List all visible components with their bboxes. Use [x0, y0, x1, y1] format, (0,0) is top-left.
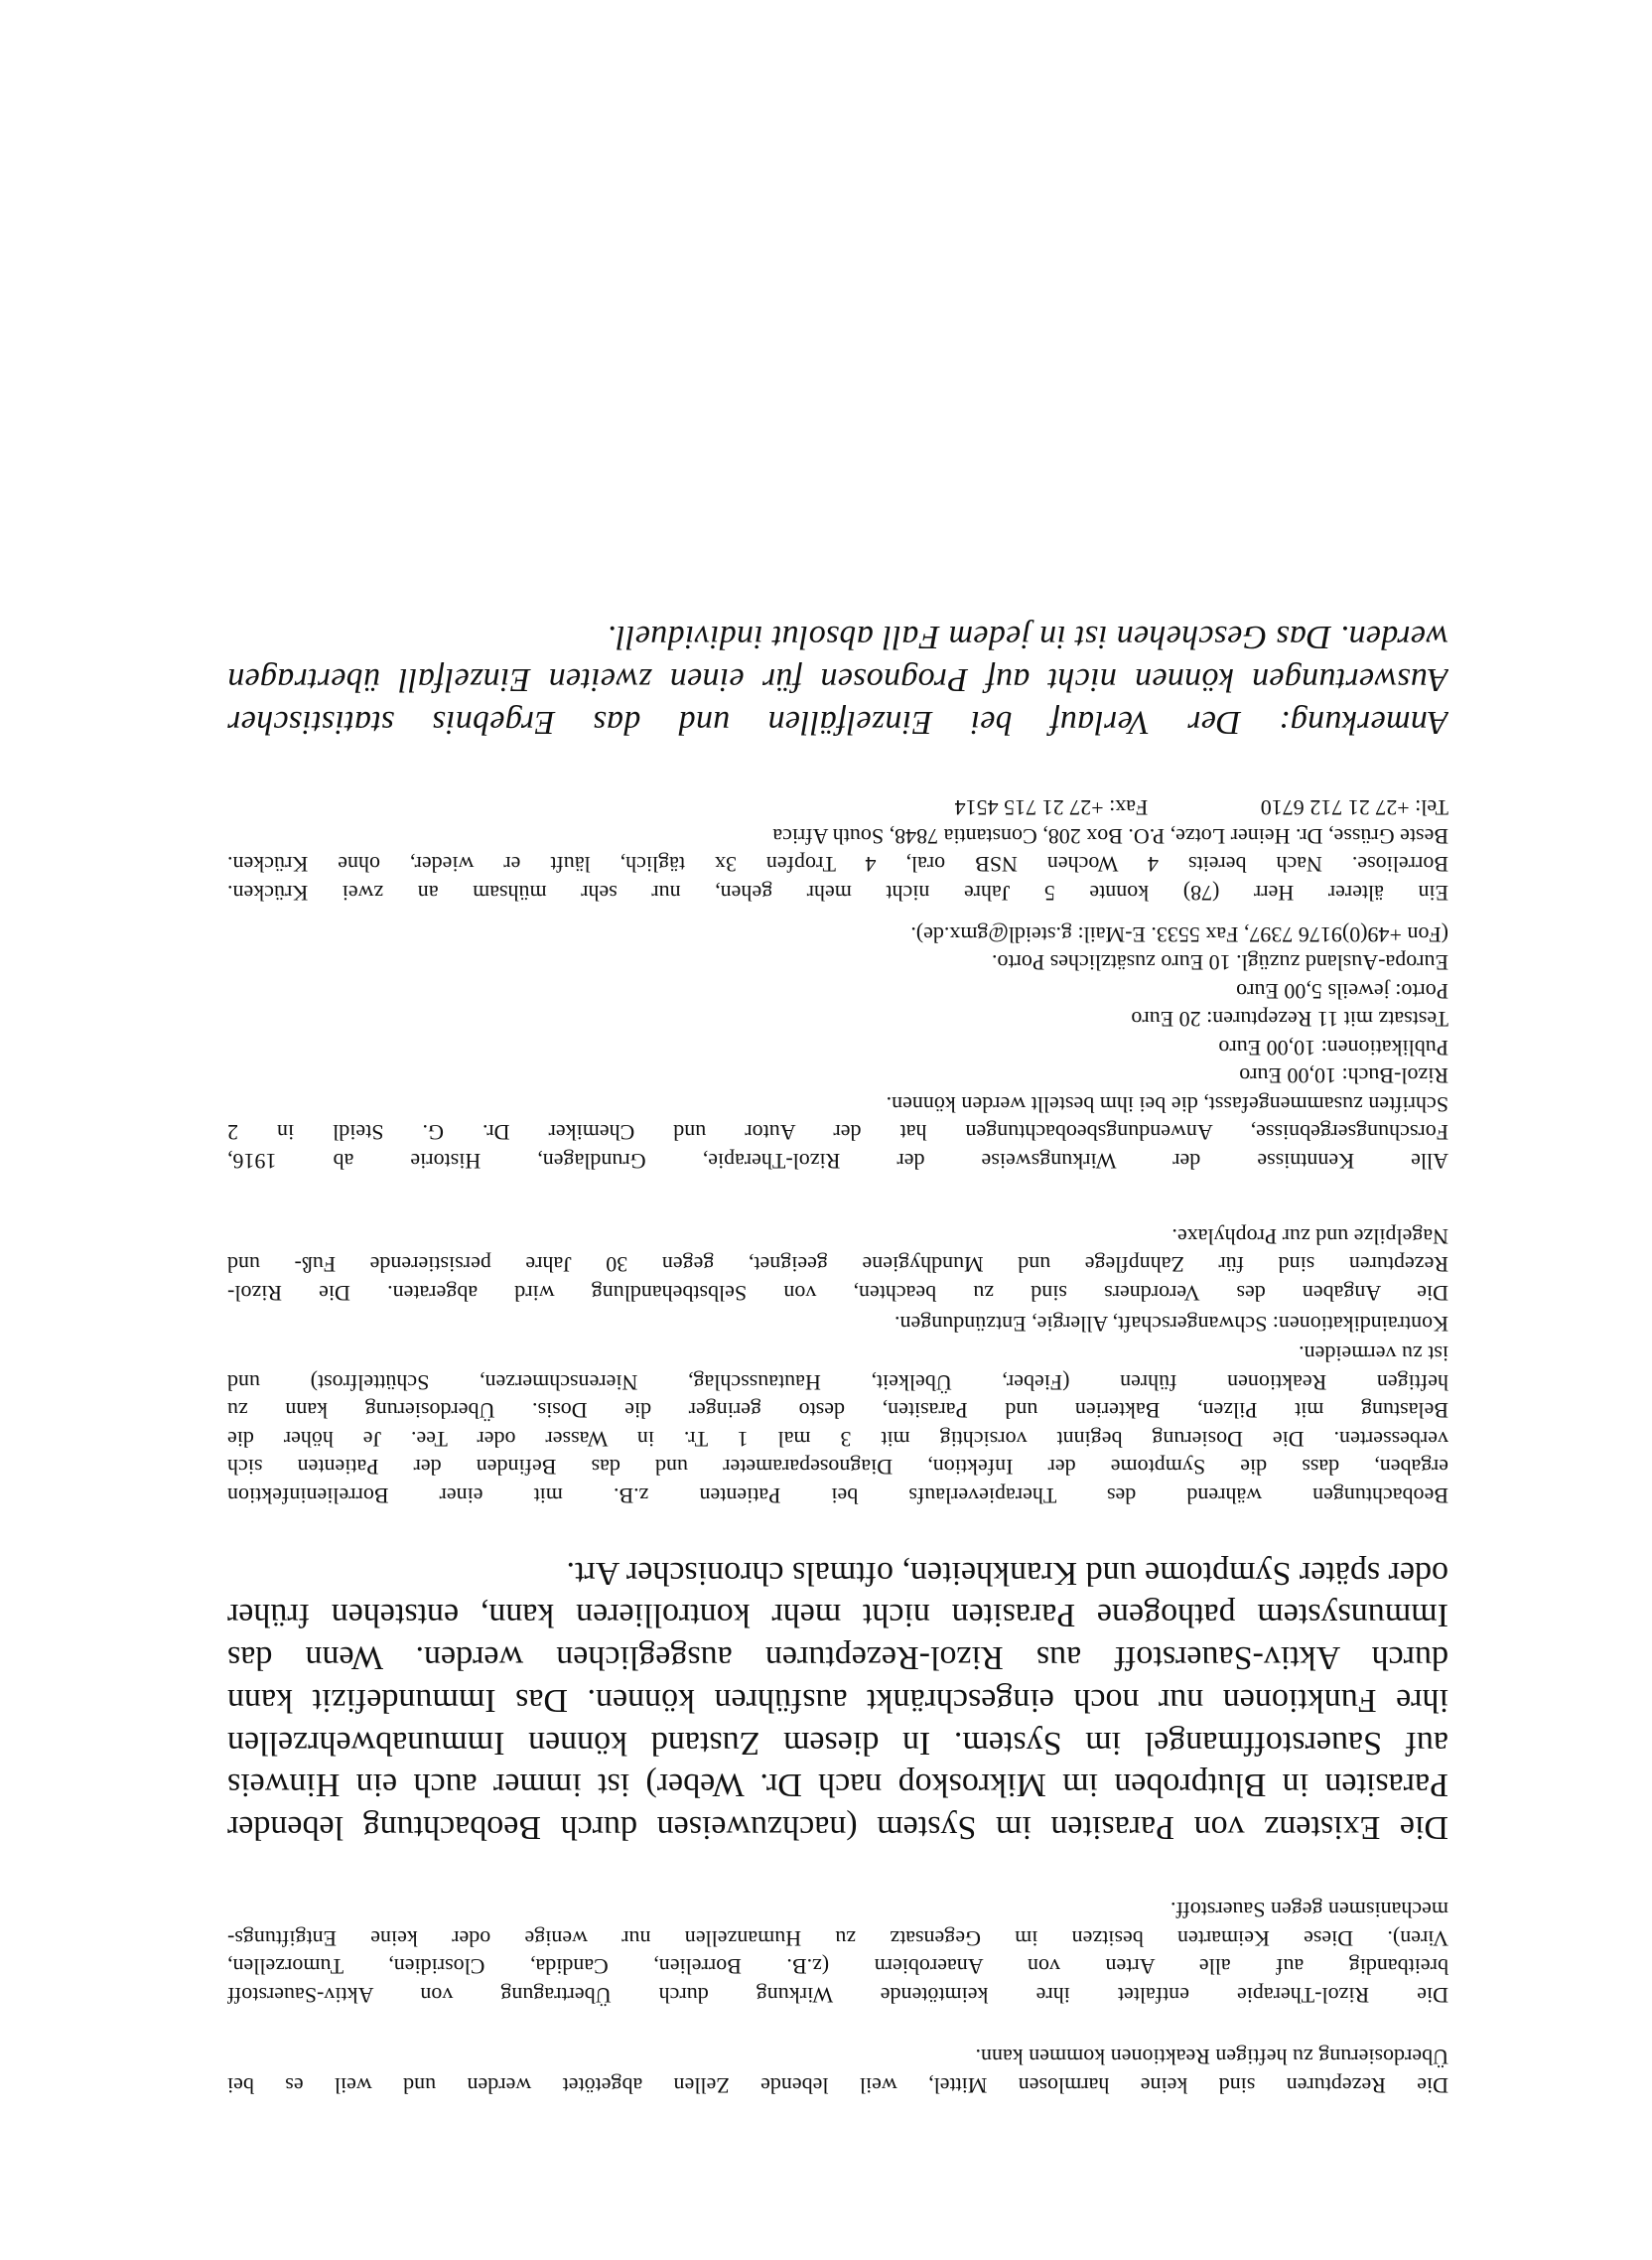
text-line: Überdosierung zu heftigen Reaktionen kommen kann.: [975, 2045, 1448, 2070]
text-line: durch Aktiv-Sauerstoff aus Rizol-Rezepturen ausgeglichen werden. Wenn das: [227, 1639, 1448, 1677]
fax-number: Fax: +27 21 715 4514: [954, 795, 1149, 821]
text-line: heftigen Reaktionen führen (Fieber, Übelkeit, Hautausschlag, Nierenschmerzen, Schüttelfrost) und: [227, 1370, 1448, 1395]
text-line: Nagelpilze und zur Prophylaxe.: [1171, 1224, 1448, 1249]
text-line: Auswertungen können nicht auf Prognosen für einen zweiten Einzelfall übertragen: [227, 661, 1448, 698]
price-line: Testsatz mit 11 Rezepturen: 20 Euro: [1131, 1007, 1448, 1033]
paragraph-parasites: [227, 1551, 1448, 1848]
text-line: Rezepturen sind für Zahnpflege und Mundhygiene geeignet, gegen 30 Jahre persistierende Fuß- und: [227, 1252, 1448, 1278]
paragraph-observations: [227, 1340, 1448, 1509]
phone-number: Tel: +27 21 712 6710: [1260, 795, 1448, 821]
paragraph-warning: [227, 2043, 1448, 2099]
paragraph-remark: [227, 616, 1448, 744]
text-line: Parasiten in Blutproben im Mikroskop nach Dr. Weber) ist immer auch ein Hinweis: [227, 1766, 1448, 1804]
text-line: oder später Symptome und Krankheiten, oftmals chronischer Art.: [566, 1554, 1448, 1592]
text-line: Borreliose. Nach bereits 4 Wochen NSB oral, 4 Tropfen 3x täglich, läuft er wieder, ohne Krücken.: [227, 852, 1448, 878]
contact-line: (Fon +49(0)9176 7397, Fax 5533. E-Mail: g.steidl@gmx.de).: [910, 922, 1448, 947]
paragraph-mechanism: [227, 1896, 1448, 2009]
text-line: ergaben, dass die Symptome der Infektion, Diagnoseparameter und das Befinden der Patienten sich: [227, 1455, 1448, 1481]
text-line: ihre Funktionen nur noch eingeschränkt ausführen können. Das Immundefizit kann: [227, 1681, 1448, 1719]
text-line: werden. Das Geschehen ist in jedem Fall absolut individuell.: [607, 619, 1448, 655]
price-line: Porto: jeweils 5,00 Euro: [1236, 979, 1448, 1004]
price-line: Rizol-Buch: 10,00 Euro: [1239, 1063, 1448, 1089]
text-line: Die Existenz von Parasiten im System (nachzuweisen durch Beobachtung lebender: [227, 1809, 1448, 1846]
text-line: Schriften zusammengefasst, die bei ihm bestellt werden können.: [886, 1092, 1448, 1117]
text-line: Beste Grüsse, Dr. Heiner Lotze, P.O. Box 208, Constantia 7848, South Africa: [772, 824, 1448, 849]
text-line: Immunsystem pathogene Parasiten nicht mehr kontrollieren kann, entstehen früher: [227, 1597, 1448, 1634]
text-line: Die Rezepturen sind keine harmlosen Mittel, weil lebende Zellen abgetötet werden und weil es bei: [227, 2073, 1448, 2098]
text-line: Belastung mit Pilzen, Bakterien und Parasiten, desto geringer die Dosis. Überdosierung kann zu: [227, 1398, 1448, 1424]
text-line: Die Angaben des Verordners sind zu beachten, von Selbstbehandlung wird abgeraten. Die Rizol-: [227, 1281, 1448, 1306]
text-line: Kontraindikationen: Schwangerschaft, Allergie, Entzündungen.: [894, 1312, 1448, 1337]
text-line: breitbandig auf alle Arten von Anaerobiern (z.B. Borrelien, Candida, Closridien, Tumorzellen,: [227, 1954, 1448, 1980]
text-line: Ein älterer Herr (78) konnte 5 Jahre nicht mehr gehen, nur sehr mühsam an zwei Krücken.: [227, 881, 1448, 906]
paragraph-testimonial: [227, 793, 1448, 907]
text-line: Europa-Ausland zuzügl. 10 Euro zusätzliches Porto.: [991, 950, 1448, 976]
text-line: mechanismen gegen Sauerstoff.: [1170, 1898, 1448, 1923]
text-line: Forschungsergebnisse, Anwendungsbeobachtungen hat der Autor und Chemiker Dr. G. Steidl in 2: [227, 1120, 1448, 1146]
text-line: Beobachtungen während des Therapieverlaufs bei Patienten z.B. mit einer Borrelieninfektion: [227, 1483, 1448, 1508]
paragraph-usage: [227, 1222, 1448, 1308]
paragraph-contraindications: [227, 1310, 1448, 1339]
text-line: Anmerkung: Der Verlauf bei Einzelfällen und das Ergebnis statistischer: [227, 704, 1448, 741]
text-line: Viren). Diese Keimarten besitzen im Gegensatz zu Humanzellen nur wenige oder keine Entgiftungs-: [227, 1926, 1448, 1951]
text-line: Die Rizol-Therapie entfaltet ihre keimtötende Wirkung durch Übertragung von Aktiv-Sauerstoff: [227, 1983, 1448, 2008]
paragraph-publications: [227, 920, 1448, 1176]
text-line: verbesserten. Die Dosierung beginnt vorsichtig mit 3 mal 1 Tr. in Wasser oder Tee. Je höher die: [227, 1427, 1448, 1452]
price-line: Publikationen: 10,00 Euro: [1218, 1036, 1448, 1060]
text-line: Alle Kenntnisse der Wirkungsweise der Rizol-Therapie, Grundlagen, Historie ab 1916,: [227, 1149, 1448, 1174]
text-line: auf Sauerstoffmangel im System. In diesem Zustand können Immunabwehrzellen: [227, 1724, 1448, 1762]
phone-fax-line: [227, 793, 1448, 822]
text-line: ist zu vermeiden.: [1299, 1342, 1448, 1367]
